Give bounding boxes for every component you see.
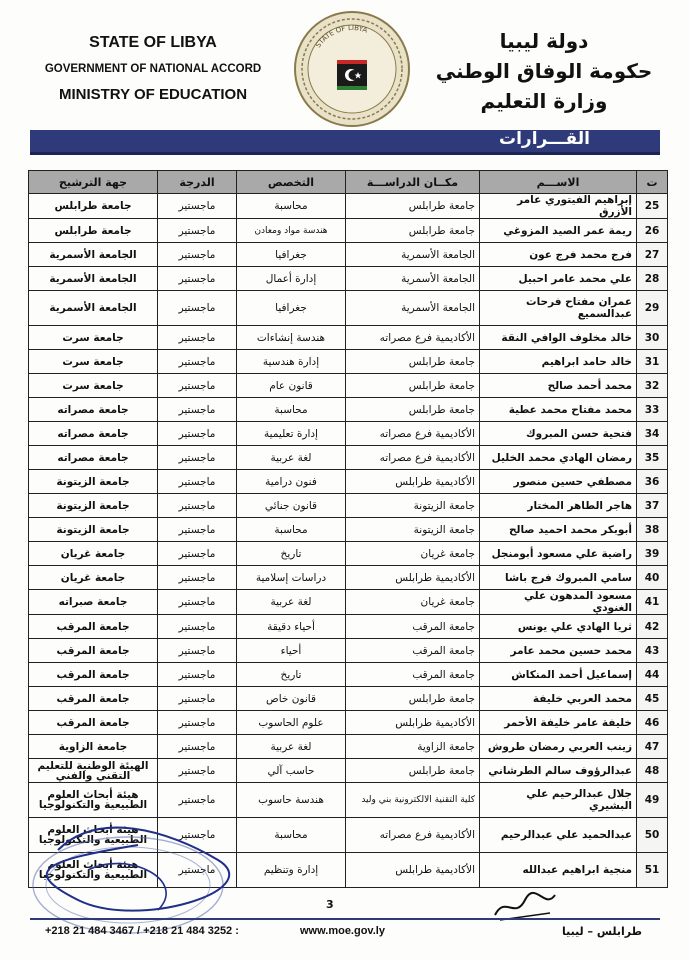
row-place: جامعة طرابلس xyxy=(346,350,480,374)
row-nominating-body: جامعة الزاوية xyxy=(29,735,158,759)
row-degree: ماجستير xyxy=(158,494,237,518)
row-name: أبوبكر محمد احميد صالح xyxy=(480,518,637,542)
row-place: جامعة الزيتونة xyxy=(346,494,480,518)
row-number: 32 xyxy=(637,374,668,398)
row-number: 48 xyxy=(637,759,668,783)
row-number: 33 xyxy=(637,398,668,422)
table-row xyxy=(29,542,668,566)
row-nominating-body: جامعة مصراته xyxy=(29,446,158,470)
row-place: جامعة المرقب xyxy=(346,663,480,687)
row-nominating-body: جامعة الزيتونة xyxy=(29,494,158,518)
row-specialization: هندسة حاسوب xyxy=(237,783,346,818)
row-name: محمد مفتاح محمد عطية xyxy=(480,398,637,422)
row-nominating-body: جامعة المرقب xyxy=(29,711,158,735)
row-nominating-body: الجامعة الأسمرية xyxy=(29,243,158,267)
header-ar-line-1: دولة ليبيا xyxy=(499,29,589,53)
col-header-name: الاســـم xyxy=(480,171,637,194)
row-number: 47 xyxy=(637,735,668,759)
row-specialization: تاريخ xyxy=(237,663,346,687)
row-name: سامي المبروك فرج باشا xyxy=(480,566,637,590)
table-row xyxy=(29,243,668,267)
row-degree: ماجستير xyxy=(158,759,237,783)
row-degree: ماجستير xyxy=(158,422,237,446)
row-name: عبدالرؤوف سالم الطرشاني xyxy=(480,759,637,783)
header-arabic xyxy=(434,26,654,116)
row-number: 43 xyxy=(637,639,668,663)
row-name: إسماعيل أحمد المنكاش xyxy=(480,663,637,687)
row-nominating-body: الجامعة الأسمرية xyxy=(29,291,158,326)
row-number: 51 xyxy=(637,853,668,888)
row-nominating-body: الهيئة الوطنية للتعليم التقني والفني xyxy=(29,759,158,783)
row-nominating-body: جامعة صبراته xyxy=(29,590,158,615)
row-degree: ماجستير xyxy=(158,663,237,687)
row-specialization: هندسة إنشاءات xyxy=(237,326,346,350)
row-specialization: محاسبة xyxy=(237,818,346,853)
row-name: فتحية حسن المبروك xyxy=(480,422,637,446)
row-name: زينب العربي رمضان طروش xyxy=(480,735,637,759)
row-degree: ماجستير xyxy=(158,711,237,735)
row-name: إبراهيم الفيتوري عامر الأزرق xyxy=(480,194,637,219)
row-specialization: دراسات إسلامية xyxy=(237,566,346,590)
table-row xyxy=(29,194,668,219)
table-header-row xyxy=(29,171,668,194)
row-nominating-body: جامعة مصراته xyxy=(29,398,158,422)
col-header-specialization: التخصص xyxy=(237,171,346,194)
row-place: كلية التقنية الالكترونية بني وليد xyxy=(346,783,480,818)
row-place: جامعة طرابلس xyxy=(346,398,480,422)
row-place: جامعة الزاوية xyxy=(346,735,480,759)
row-specialization: لغة عربية xyxy=(237,590,346,615)
row-nominating-body: جامعة سرت xyxy=(29,326,158,350)
col-header-number: ت xyxy=(637,171,668,194)
header-ar-line-2: حكومة الوفاق الوطني xyxy=(435,59,653,83)
row-degree: ماجستير xyxy=(158,267,237,291)
row-place: جامعة المرقب xyxy=(346,615,480,639)
row-specialization: قانون جنائي xyxy=(237,494,346,518)
row-specialization: لغة عربية xyxy=(237,735,346,759)
row-number: 46 xyxy=(637,711,668,735)
row-name: خالد مخلوف الوافي النقة xyxy=(480,326,637,350)
row-number: 42 xyxy=(637,615,668,639)
row-place: جامعة طرابلس xyxy=(346,687,480,711)
row-name: فرج محمد فرج عون xyxy=(480,243,637,267)
row-degree: ماجستير xyxy=(158,194,237,219)
row-degree: ماجستير xyxy=(158,291,237,326)
row-name: رمضان الهادي محمد الخليل xyxy=(480,446,637,470)
state-seal-icon xyxy=(293,10,411,128)
row-nominating-body: جامعة طرابلس xyxy=(29,194,158,219)
row-degree: ماجستير xyxy=(158,853,237,888)
row-specialization: محاسبة xyxy=(237,518,346,542)
row-place: الجامعة الأسمرية xyxy=(346,267,480,291)
row-number: 45 xyxy=(637,687,668,711)
table-row xyxy=(29,615,668,639)
row-nominating-body: جامعة المرقب xyxy=(29,687,158,711)
row-degree: ماجستير xyxy=(158,542,237,566)
table-row xyxy=(29,759,668,783)
row-specialization: أحياء xyxy=(237,639,346,663)
row-degree: ماجستير xyxy=(158,446,237,470)
row-specialization: لغة عربية xyxy=(237,446,346,470)
row-name: محمد حسين محمد عامر xyxy=(480,639,637,663)
table-row xyxy=(29,590,668,615)
row-name: خالد حامد ابراهيم xyxy=(480,350,637,374)
row-number: 44 xyxy=(637,663,668,687)
row-degree: ماجستير xyxy=(158,219,237,243)
row-degree: ماجستير xyxy=(158,470,237,494)
table-row xyxy=(29,398,668,422)
row-name: جلال عبدالرحيم علي البشيري xyxy=(480,783,637,818)
row-place: الجامعة الأسمرية xyxy=(346,243,480,267)
row-name: علي محمد عامر احبيل xyxy=(480,267,637,291)
row-name: ثريا الهادي علي يونس xyxy=(480,615,637,639)
row-specialization: علوم الحاسوب xyxy=(237,711,346,735)
row-number: 50 xyxy=(637,818,668,853)
table-row xyxy=(29,326,668,350)
row-nominating-body: جامعة المرقب xyxy=(29,663,158,687)
table-row xyxy=(29,470,668,494)
row-specialization: هندسة مواد ومعادن xyxy=(237,219,346,243)
row-degree: ماجستير xyxy=(158,735,237,759)
row-specialization: محاسبة xyxy=(237,398,346,422)
row-degree: ماجستير xyxy=(158,398,237,422)
row-number: 34 xyxy=(637,422,668,446)
row-nominating-body: جامعة غريان xyxy=(29,566,158,590)
footer-city: طرابلس – ليبيا xyxy=(561,925,642,938)
row-place: جامعة غريان xyxy=(346,542,480,566)
row-place: الأكاديمية طرابلس xyxy=(346,853,480,888)
row-name: عبدالحميد علي عبدالرحيم xyxy=(480,818,637,853)
row-number: 39 xyxy=(637,542,668,566)
row-specialization: حاسب آلي xyxy=(237,759,346,783)
row-place: الأكاديمية طرابلس xyxy=(346,470,480,494)
row-degree: ماجستير xyxy=(158,687,237,711)
row-nominating-body: جامعة المرقب xyxy=(29,639,158,663)
row-number: 37 xyxy=(637,494,668,518)
row-place: جامعة غريان xyxy=(346,590,480,615)
decisions-table xyxy=(28,170,668,888)
header-en-line-3: MINISTRY OF EDUCATION xyxy=(58,86,248,103)
table-row xyxy=(29,267,668,291)
row-nominating-body: جامعة سرت xyxy=(29,374,158,398)
header-en-line-1: STATE OF LIBYA xyxy=(89,34,217,51)
row-place: جامعة الزيتونة xyxy=(346,518,480,542)
row-name: عمران مفتاح فرحات عبدالسميع xyxy=(480,291,637,326)
row-degree: ماجستير xyxy=(158,243,237,267)
row-specialization: محاسبة xyxy=(237,194,346,219)
decisions-banner xyxy=(30,130,660,155)
row-specialization: تاريخ xyxy=(237,542,346,566)
table-row xyxy=(29,711,668,735)
row-name: خليفة عامر خليفة الأحمر xyxy=(480,711,637,735)
table-row xyxy=(29,350,668,374)
row-specialization: جغرافيا xyxy=(237,291,346,326)
row-specialization: إدارة أعمال xyxy=(237,267,346,291)
table-row xyxy=(29,518,668,542)
row-name: محمد العربي خليفة xyxy=(480,687,637,711)
row-nominating-body: جامعة طرابلس xyxy=(29,219,158,243)
row-specialization: فنون درامية xyxy=(237,470,346,494)
col-header-nominating-body: جهة الترشيح xyxy=(29,171,158,194)
row-specialization: إدارة هندسية xyxy=(237,350,346,374)
col-header-place: مكــان الدراســـة xyxy=(346,171,480,194)
row-number: 36 xyxy=(637,470,668,494)
row-place: جامعة طرابلس xyxy=(346,219,480,243)
row-place: الأكاديمية فرع مصراته xyxy=(346,446,480,470)
table-row xyxy=(29,566,668,590)
row-number: 26 xyxy=(637,219,668,243)
row-name: ريمة عمر الصيد المزوغي xyxy=(480,219,637,243)
row-number: 49 xyxy=(637,783,668,818)
row-degree: ماجستير xyxy=(158,783,237,818)
header-english xyxy=(28,30,278,108)
row-nominating-body: هيئة أبحاث العلوم الطبيعية والتكنولوجيا xyxy=(29,818,158,853)
table-row xyxy=(29,687,668,711)
row-degree: ماجستير xyxy=(158,518,237,542)
row-degree: ماجستير xyxy=(158,374,237,398)
row-degree: ماجستير xyxy=(158,566,237,590)
row-specialization: قانون عام xyxy=(237,374,346,398)
row-specialization: إدارة تعليمية xyxy=(237,422,346,446)
svg-text:STATE OF LIBYA: STATE OF LIBYA xyxy=(314,23,369,50)
table-row xyxy=(29,219,668,243)
row-number: 27 xyxy=(637,243,668,267)
table-row xyxy=(29,494,668,518)
footer-divider xyxy=(30,918,660,920)
header-en-line-2: GOVERNMENT OF NATIONAL ACCORD xyxy=(44,63,262,75)
row-number: 25 xyxy=(637,194,668,219)
row-specialization: قانون خاص xyxy=(237,687,346,711)
row-nominating-body: هيئة أبحاث العلوم الطبيعية والتكنولوجيا xyxy=(29,853,158,888)
row-nominating-body: جامعة المرقب xyxy=(29,615,158,639)
row-number: 31 xyxy=(637,350,668,374)
row-nominating-body: جامعة مصراته xyxy=(29,422,158,446)
footer-phone: +218 21 484 3467 / +218 21 484 3252 : xyxy=(45,925,239,937)
table-row xyxy=(29,291,668,326)
row-specialization: إدارة وتنظيم xyxy=(237,853,346,888)
table-row xyxy=(29,446,668,470)
row-place: الأكاديمية فرع مصراته xyxy=(346,422,480,446)
table-row xyxy=(29,639,668,663)
row-place: الجامعة الأسمرية xyxy=(346,291,480,326)
table-row xyxy=(29,735,668,759)
row-degree: ماجستير xyxy=(158,615,237,639)
row-number: 29 xyxy=(637,291,668,326)
row-nominating-body: هيئة أبحاث العلوم الطبيعية والتكنولوجيا xyxy=(29,783,158,818)
row-nominating-body: الجامعة الأسمرية xyxy=(29,267,158,291)
row-degree: ماجستير xyxy=(158,639,237,663)
row-name: هاجر الطاهر المختار xyxy=(480,494,637,518)
row-place: الأكاديمية طرابلس xyxy=(346,566,480,590)
row-place: الأكاديمية فرع مصراته xyxy=(346,326,480,350)
table-row xyxy=(29,422,668,446)
row-number: 28 xyxy=(637,267,668,291)
row-specialization: جغرافيا xyxy=(237,243,346,267)
page-number: 3 xyxy=(326,898,334,911)
row-place: جامعة طرابلس xyxy=(346,374,480,398)
row-nominating-body: جامعة غريان xyxy=(29,542,158,566)
row-number: 38 xyxy=(637,518,668,542)
row-place: جامعة المرقب xyxy=(346,639,480,663)
row-name: منجية ابراهيم عبدالله xyxy=(480,853,637,888)
row-nominating-body: جامعة سرت xyxy=(29,350,158,374)
header-ar-line-3: وزارة التعليم xyxy=(480,89,608,113)
row-name: محمد أحمد صالح xyxy=(480,374,637,398)
table-row xyxy=(29,374,668,398)
row-place: جامعة طرابلس xyxy=(346,194,480,219)
row-degree: ماجستير xyxy=(158,326,237,350)
row-nominating-body: جامعة الزيتونة xyxy=(29,470,158,494)
row-number: 30 xyxy=(637,326,668,350)
row-degree: ماجستير xyxy=(158,590,237,615)
row-specialization: أحياء دقيقة xyxy=(237,615,346,639)
row-place: الأكاديمية فرع مصراته xyxy=(346,818,480,853)
row-number: 35 xyxy=(637,446,668,470)
col-header-degree: الدرجة xyxy=(158,171,237,194)
row-degree: ماجستير xyxy=(158,350,237,374)
table-row xyxy=(29,663,668,687)
row-place: الأكاديمية طرابلس xyxy=(346,711,480,735)
row-nominating-body: جامعة الزيتونة xyxy=(29,518,158,542)
banner-title: القـــرارات xyxy=(499,129,590,149)
row-name: مصطفي حسين منصور xyxy=(480,470,637,494)
row-name: مسعود المدهون علي الغنودي xyxy=(480,590,637,615)
row-place: جامعة طرابلس xyxy=(346,759,480,783)
row-number: 40 xyxy=(637,566,668,590)
row-degree: ماجستير xyxy=(158,818,237,853)
row-number: 41 xyxy=(637,590,668,615)
footer-website: www.moe.gov.ly xyxy=(300,925,385,937)
row-name: راضية علي مسعود أبومنجل xyxy=(480,542,637,566)
